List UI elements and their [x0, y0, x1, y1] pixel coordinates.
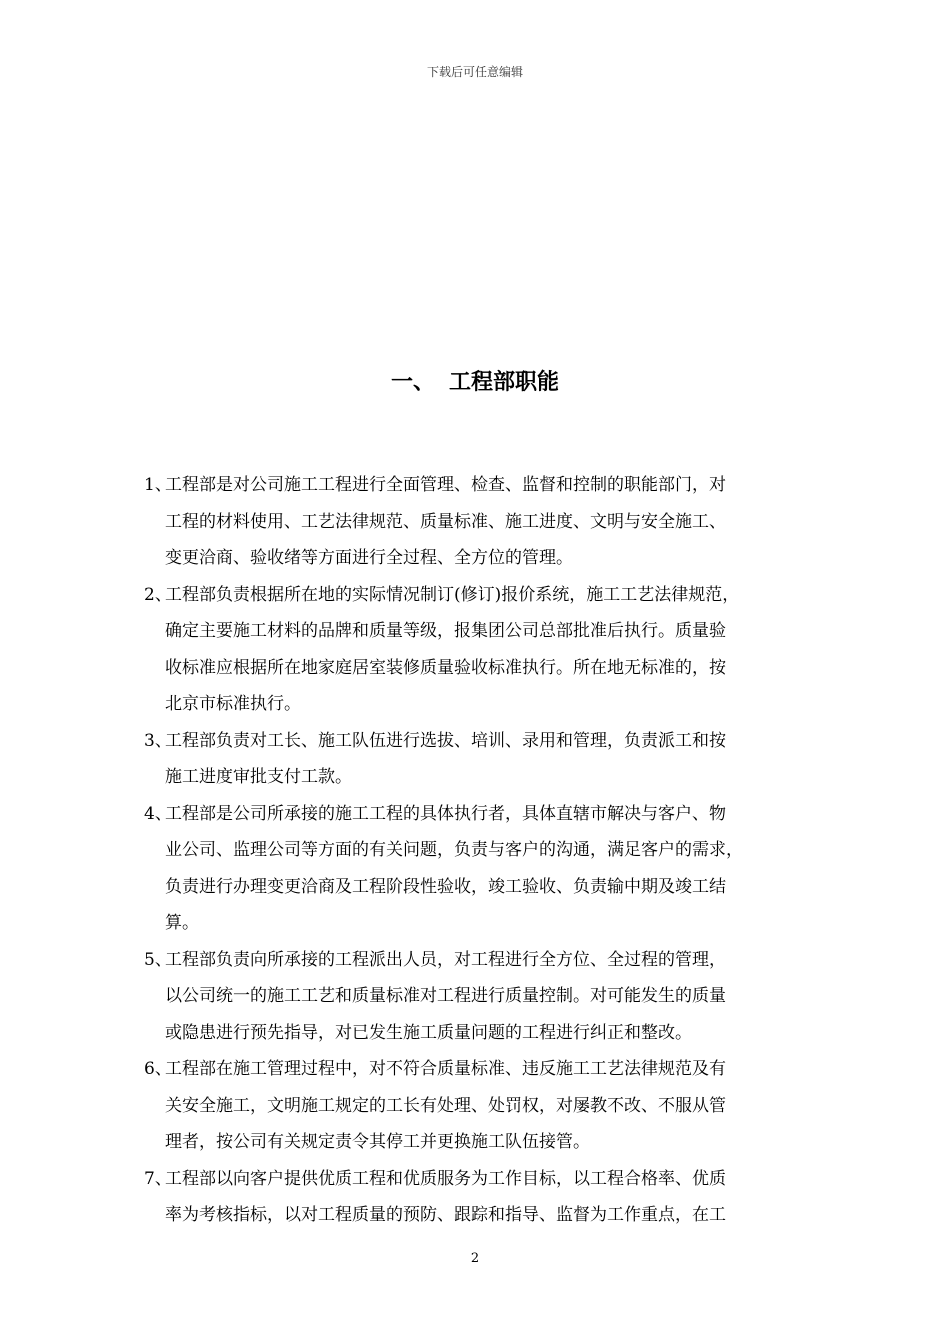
item-number: 4、: [144, 803, 172, 824]
item-text: 工程部在施工管理过程中，对不符合质量标准、违反施工工艺法律规范及有 关安全施工，文明施工规定的工长有处理、处罚权，对屡教不改、不服从管 理者，按公司有关规定责令其停工并更换施工队伍接管。: [165, 1059, 726, 1152]
item-text: 工程部以向客户提供优质工程和优质服务为工作目标，以工程合格率、优质 率为考核指标，以对工程质量的预防、跟踪和指导、监督为工作重点，在工: [165, 1168, 726, 1225]
title-text: 工程部职能: [449, 370, 560, 395]
list-item: [144, 577, 824, 723]
header-note: 下载后可任意编辑: [426, 65, 523, 79]
list-item: [144, 1051, 824, 1161]
duty-list: [144, 467, 824, 1234]
item-number: 5、: [144, 949, 172, 970]
item-number: 6、: [144, 1059, 172, 1079]
item-number: 1、: [144, 475, 172, 495]
item-text: 工程部是公司所承接的施工工程的具体执行者，具体直辖市解决与客户、物 业公司、监理公司等方面的有关问题，负责与客户的沟通，满足客户的需求， 负责进行办理变更洽商及工程阶段性验收，竣工验收、负责输中期及竣工结 算。: [165, 803, 743, 933]
item-number: 3、: [144, 730, 172, 751]
page-title: [0, 366, 950, 400]
item-number: 2、: [144, 584, 172, 605]
list-item: [144, 467, 824, 577]
list-item: [144, 723, 824, 796]
title-number: 一、: [390, 370, 435, 395]
page-number: 2: [470, 1251, 480, 1266]
item-text: 工程部是对公司施工工程进行全面管理、检查、监督和控制的职能部门，对 工程的材料使用、工艺法律规范、质量标准、施工进度、文明与安全施工、 变更洽商、验收绪等方面进行全过程、全方位的管理。: [165, 475, 726, 568]
list-item: [144, 942, 824, 1052]
list-item: [144, 1161, 824, 1234]
item-text: 工程部负责向所承接的工程派出人员，对工程进行全方位、全过程的管理， 以公司统一的施工工艺和质量标准对工程进行质量控制。对可能发生的质量 或隐患进行预先指导，对已发生施工质量问题的工程进行纠正和整改。: [165, 949, 726, 1043]
item-text: 工程部负责根据所在地的实际情况制订(修订)报价系统，施工工艺法律规范， 确定主要施工材料的品牌和质量等级，报集团公司总部批准后执行。质量验 收标准应根据所在地家庭居室装修质量验收标准执行。所在地无标准的，按 北京市标准执行。: [165, 584, 740, 714]
item-number: 7、: [144, 1168, 172, 1189]
item-text: 工程部负责对工长、施工队伍进行选拔、培训、录用和管理，负责派工和按 施工进度审批支付工款。: [165, 730, 726, 787]
list-item: [144, 796, 824, 942]
